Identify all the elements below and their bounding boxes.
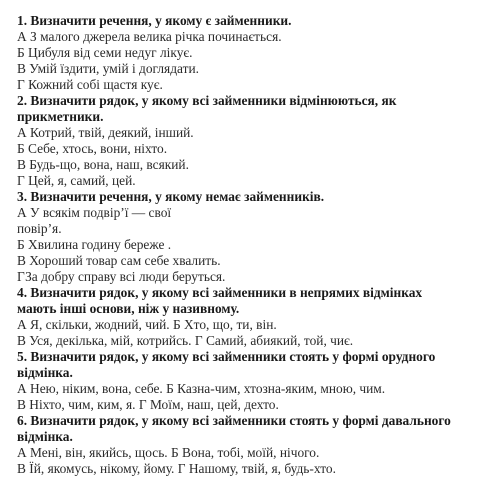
answer-option: А Котрий, твій, деякий, інший. bbox=[17, 125, 194, 140]
question-text: відмінка. bbox=[17, 429, 73, 444]
answer-option: В Хороший товар сам себе хвалить. bbox=[17, 253, 221, 268]
answer-option: А Нею, ніким, вона, себе. Б Казна-чим, хтозна-яким, мною, чим. bbox=[17, 381, 386, 396]
answer-option: Б Себе, хтось, вони, ніхто. bbox=[17, 141, 168, 156]
question-text: прикметники. bbox=[17, 109, 104, 124]
answer-option: А У всякім подвір’ї — свої bbox=[17, 205, 172, 220]
answer-option: повір’я. bbox=[17, 221, 62, 236]
question-text: 1. Визначити речення, у якому є займенники. bbox=[17, 13, 292, 28]
answer-option: Г Цей, я, самий, цей. bbox=[17, 173, 136, 188]
answer-option: В Будь-що, вона, наш, всякий. bbox=[17, 157, 189, 172]
answer-option: ГЗа добру справу всі люди беруться. bbox=[17, 269, 226, 284]
question-text: мають інші основи, ніж у називному. bbox=[17, 301, 240, 316]
question-text: 5. Визначити рядок, у якому всі займенники стоять у формі орудного bbox=[17, 349, 436, 364]
answer-option: Б Хвилина годину береже . bbox=[17, 237, 172, 252]
question-text: відмінка. bbox=[17, 365, 73, 380]
question-text: 2. Визначити рядок, у якому всі займенники відмінюються, як bbox=[17, 93, 397, 108]
answer-option: А Мені, він, якийсь, щось. Б Вона, тобі, моїй, нічого. bbox=[17, 445, 320, 460]
answer-option: А Я, скільки, жодний, чий. Б Хто, що, ти, він. bbox=[17, 317, 277, 332]
answer-option: Б Цибуля від семи недуг лікує. bbox=[17, 45, 193, 60]
answer-option: В Їй, якомусь, нікому, йому. Г Нашому, твій, я, будь-хто. bbox=[17, 461, 336, 476]
answer-option: В Ніхто, чим, ким, я. Г Моїм, наш, цей, дехто. bbox=[17, 397, 279, 412]
question-text: 3. Визначити речення, у якому немає займенників. bbox=[17, 189, 325, 204]
question-text: 6. Визначити рядок, у якому всі займенники стоять у формі давального bbox=[17, 413, 451, 428]
answer-option: А З малого джерела велика річка починається. bbox=[17, 29, 282, 44]
answer-option: Г Кожний собі щастя кує. bbox=[17, 77, 163, 92]
answer-option: В Умій їздити, умій і доглядати. bbox=[17, 61, 199, 76]
answer-option: В Уся, декілька, мій, котрийсь. Г Самий, абиякий, той, чиє. bbox=[17, 333, 354, 348]
question-text: 4. Визначити рядок, у якому всі займенники в непрямих відмінках bbox=[17, 285, 423, 300]
